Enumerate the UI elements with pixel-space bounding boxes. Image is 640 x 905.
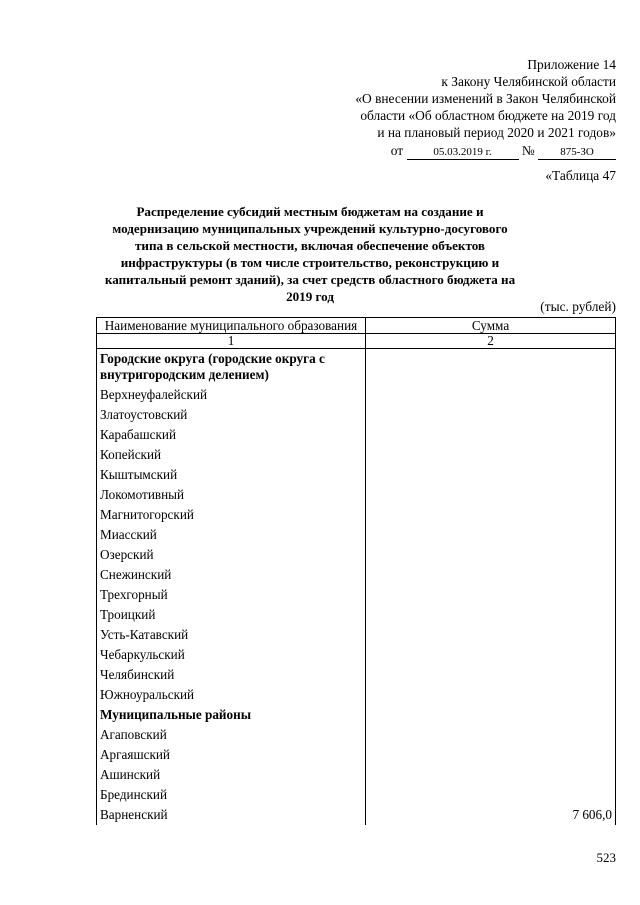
table-row xyxy=(97,685,616,705)
page-number: 523 xyxy=(596,850,616,865)
table-row xyxy=(97,785,616,805)
municipality-name: Локомотивный xyxy=(97,485,366,505)
law-date-number-line xyxy=(286,142,616,160)
table-row xyxy=(97,525,616,545)
municipality-name: Снежинский xyxy=(97,565,366,585)
header-line: к Закону Челябинской области xyxy=(441,74,616,89)
municipality-name: Усть-Катавский xyxy=(97,625,366,645)
table-group-row xyxy=(97,349,616,386)
municipality-name: Варненский xyxy=(97,805,366,825)
table-row xyxy=(97,805,616,825)
header-line: Приложение 14 xyxy=(527,57,616,72)
header-line: области «Об областном бюджете на 2019 год xyxy=(360,108,616,123)
municipality-name: Чебаркульский xyxy=(97,645,366,665)
subsidy-sum xyxy=(366,485,616,505)
subsidy-sum xyxy=(366,645,616,665)
subsidy-sum xyxy=(366,465,616,485)
subsidy-sum xyxy=(366,349,616,386)
municipality-name: Трехгорный xyxy=(97,585,366,605)
subsidy-sum xyxy=(366,665,616,685)
subsidy-sum xyxy=(366,725,616,745)
municipality-name: Магнитогорский xyxy=(97,505,366,525)
municipality-name: Верхнеуфалейский xyxy=(97,385,366,405)
table-row xyxy=(97,405,616,425)
table-row xyxy=(97,745,616,765)
table-row xyxy=(97,465,616,485)
table-label: «Таблица 47 xyxy=(545,168,616,183)
table-row xyxy=(97,625,616,645)
column-header-sum: Сумма xyxy=(366,318,616,334)
table-row xyxy=(97,385,616,405)
table-row xyxy=(97,425,616,445)
municipality-name: Агаповский xyxy=(97,725,366,745)
table-row xyxy=(97,605,616,625)
municipality-name: Городские округа (городские округа с внутригородским делением) xyxy=(97,349,366,386)
table-row xyxy=(97,665,616,685)
subsidy-sum xyxy=(366,525,616,545)
subsidy-sum xyxy=(366,625,616,645)
municipality-name: Озерский xyxy=(97,545,366,565)
municipality-name: Копейский xyxy=(97,445,366,465)
municipality-name: Муниципальные районы xyxy=(97,705,366,725)
subsidy-sum xyxy=(366,585,616,605)
header-line: «О внесении изменений в Закон Челябинской xyxy=(355,91,616,106)
municipality-name: Челябинский xyxy=(97,665,366,685)
column-number: 2 xyxy=(366,334,616,349)
municipality-name: Троицкий xyxy=(97,605,366,625)
municipality-name: Южноуральский xyxy=(97,685,366,705)
subsidy-sum xyxy=(366,685,616,705)
table-row xyxy=(97,565,616,585)
table-header-row xyxy=(97,318,616,334)
table-row xyxy=(97,445,616,465)
municipality-name: Ашинский xyxy=(97,765,366,785)
subsidy-sum: 7 606,0 xyxy=(366,805,616,825)
subsidy-sum xyxy=(366,445,616,465)
header-line: и на плановый период 2020 и 2021 годов» xyxy=(377,125,616,140)
subsidy-sum xyxy=(366,385,616,405)
date-prefix: от xyxy=(390,143,404,158)
number-prefix: № xyxy=(521,143,535,158)
table-row xyxy=(97,505,616,525)
column-number: 1 xyxy=(97,334,366,349)
law-number: 875-ЗО xyxy=(538,146,616,160)
document-title: Распределение субсидий местным бюджетам на создание и модернизацию муниципальных учреждений культурно-досугового типа в сельской местности, включая обеспечение объектов инфраструктуры (в том числе строительство, реконструкцию и капитальный ремонт зданий), за счет средств областного бюджета на 2019 год xyxy=(104,204,516,304)
table-group-row xyxy=(97,705,616,725)
column-header-name: Наименование муниципального образования xyxy=(97,318,366,334)
subsidy-sum xyxy=(366,565,616,585)
subsidy-sum xyxy=(366,425,616,445)
subsidy-sum xyxy=(366,765,616,785)
table-row xyxy=(97,485,616,505)
subsidy-sum xyxy=(366,705,616,725)
table-row xyxy=(97,765,616,785)
municipality-name: Миасский xyxy=(97,525,366,545)
municipality-name: Аргаяшский xyxy=(97,745,366,765)
subsidy-sum xyxy=(366,405,616,425)
units-label: (тыс. рублей) xyxy=(540,299,616,314)
subsidy-sum xyxy=(366,785,616,805)
table-row xyxy=(97,645,616,665)
table-row xyxy=(97,585,616,605)
table-row xyxy=(97,725,616,745)
subsidy-sum xyxy=(366,545,616,565)
municipality-name: Кыштымский xyxy=(97,465,366,485)
municipality-name: Карабашский xyxy=(97,425,366,445)
municipality-name: Златоустовский xyxy=(97,405,366,425)
table-row xyxy=(97,545,616,565)
subsidy-sum xyxy=(366,505,616,525)
subsidy-table xyxy=(96,317,616,825)
law-date: 05.03.2019 г. xyxy=(407,146,519,160)
appendix-header xyxy=(286,56,616,160)
subsidy-sum xyxy=(366,605,616,625)
column-number-row xyxy=(97,334,616,349)
municipality-name: Брединский xyxy=(97,785,366,805)
subsidy-sum xyxy=(366,745,616,765)
